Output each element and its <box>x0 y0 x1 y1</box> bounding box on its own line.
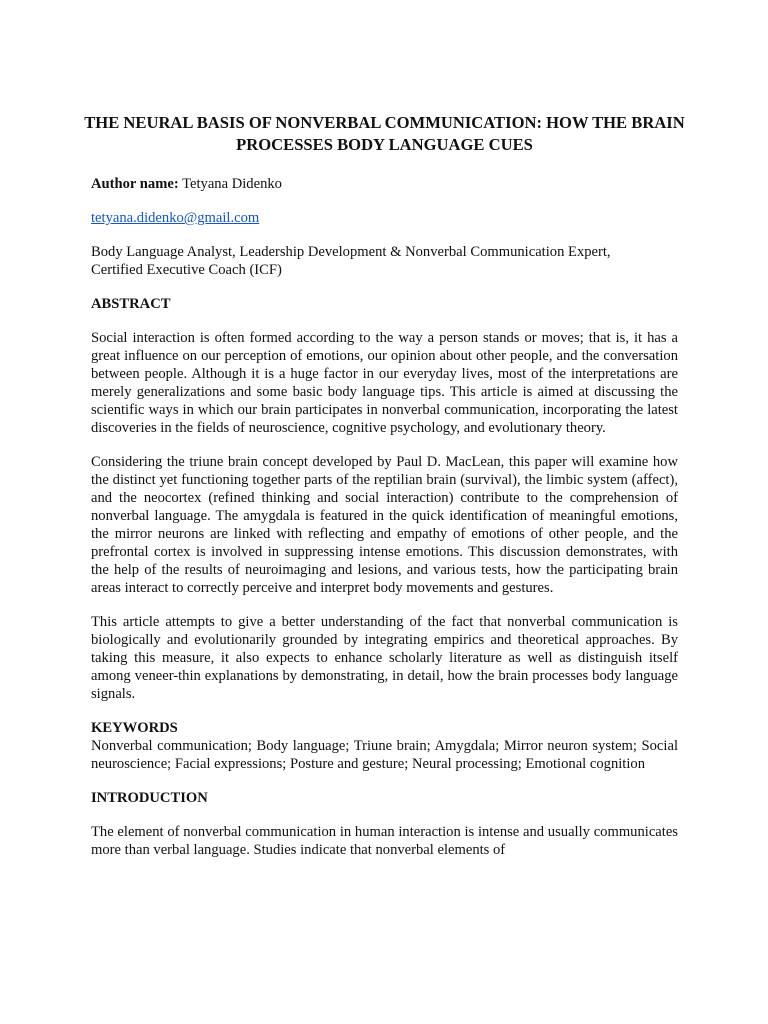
introduction-heading: INTRODUCTION <box>91 790 208 806</box>
author-label: Author name: <box>91 176 179 192</box>
author-name: Tetyana Didenko <box>182 176 282 192</box>
abstract-heading: ABSTRACT <box>91 296 171 312</box>
author-email-link[interactable]: tetyana.didenko@gmail.com <box>91 210 260 226</box>
paper-title: THE NEURAL BASIS OF NONVERBAL COMMUNICATION: HOW THE BRAIN PROCESSES BODY LANGUAGE CUES <box>84 113 685 154</box>
keywords-heading: KEYWORDS <box>91 720 178 736</box>
affiliation-line-2: Certified Executive Coach (ICF) <box>91 262 282 278</box>
keywords-text: Nonverbal communication; Body language; Triune brain; Amygdala; Mirror neuron system; Social neuroscience; Facial expressions; Posture and gesture; Neural processing; Emotional cognition <box>91 738 678 772</box>
abstract-paragraph-2: Considering the triune brain concept developed by Paul D. MacLean, this paper will examine how the distinct yet functioning together parts of the reptilian brain (survival), the limbic system (affect), and the neocortex (refined thinking and social interaction) contribute to the comprehension of nonverbal language. The amygdala is featured in the quick identification of meaningful emotions, the mirror neurons are linked with reflecting and empathy of emotions of other people, and the prefrontal cortex is involved in suppressing intense emotions. This discussion demonstrates, with the help of the results of neuroimaging and lesions, and various tests, how the participating brain areas interact to correctly perceive and interpret body movements and gestures. <box>91 454 678 596</box>
author-line <box>91 175 678 193</box>
abstract-paragraph-3: This article attempts to give a better understanding of the fact that nonverbal communication is biologically and evolutionarily grounded by integrating empirics and theoretical approaches. By taking this measure, it also expects to enhance scholarly literature as well as distinguish itself among veneer-thin explanations by demonstrating, in detail, how the brain processes body language signals. <box>91 614 678 702</box>
abstract-paragraph-1: Social interaction is often formed according to the way a person stands or moves; that is, it has a great influence on our perception of emotions, our opinion about other people, and the conversation between people. Although it is a huge factor in our everyday lives, most of the interpretations are merely generalizations and some basic body language tips. This article is aimed at discussing the scientific ways in which our brain participates in nonverbal communication, incorporating the latest discoveries in the fields of neuroscience, cognitive psychology, and evolutionary theory. <box>91 330 678 436</box>
introduction-paragraph: The element of nonverbal communication in human interaction is intense and usually communicates more than verbal language. Studies indicate that nonverbal elements of <box>91 824 678 858</box>
affiliation-line-1: Body Language Analyst, Leadership Development & Nonverbal Communication Expert, <box>91 244 611 260</box>
author-affiliation <box>91 243 678 279</box>
paper-body <box>84 110 685 859</box>
